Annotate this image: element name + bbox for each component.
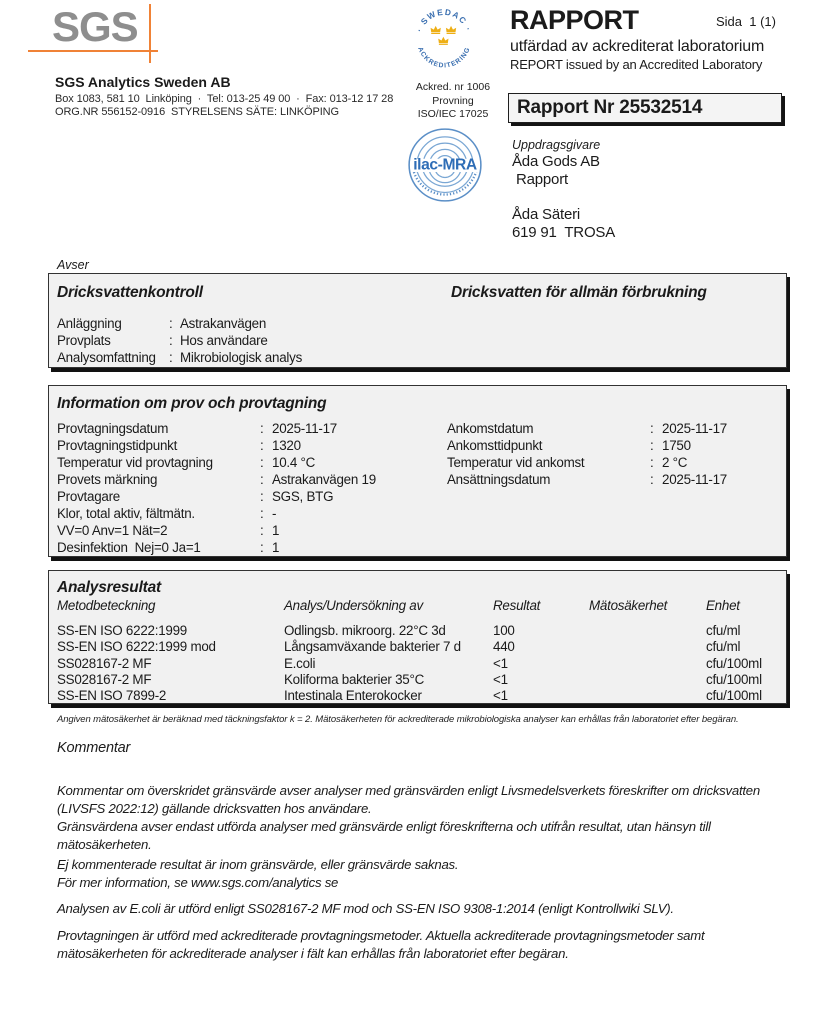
sgs-logo — [28, 4, 168, 66]
field-label: Ankomstdatum — [447, 421, 534, 436]
client-address-line1: Åda Säteri — [512, 206, 581, 223]
result-method: SS-EN ISO 6222:1999 mod — [57, 639, 216, 654]
accreditation-standard: ISO/IEC 17025 — [417, 108, 489, 120]
uncertainty-footnote: Angiven mätosäkerhet är beräknad med täckningsfaktor k = 2. Mätosäkerheten för ackrediterade mikrobiologiska analyser kan erhållas från laboratoriet efter begäran. — [57, 714, 739, 725]
field-value: 2 °C — [662, 455, 688, 470]
comment-paragraph-info-link: För mer information, se www.sgs.com/analytics se — [57, 875, 339, 890]
colon-separator: : — [260, 523, 264, 538]
colon-separator: : — [650, 455, 654, 470]
column-header-result: Resultat — [493, 598, 541, 613]
results-title: Analysresultat — [57, 579, 162, 596]
comment-paragraph-sampling: Provtagningen är utförd med ackrediterade provtagningsmetoder. Aktuella ackrediterade provtagningsmetoder samt mätosäkerheten för ackrediterade analyser i fält kan erhållas från laboratoriet efter begäran. — [57, 928, 705, 961]
accreditation-number: Ackred. nr 1006 — [415, 81, 491, 93]
field-label: Anläggning — [57, 316, 122, 331]
client-label: Uppdragsgivare — [512, 138, 601, 152]
sample-info-box — [48, 385, 787, 557]
field-value: Astrakanvägen 19 — [272, 472, 376, 487]
column-header-uncertainty: Mätosäkerhet — [589, 598, 668, 613]
page-number-label: Sida 1 (1) — [716, 14, 776, 29]
result-value: 100 — [493, 623, 515, 638]
field-label: Provtagare — [57, 489, 121, 504]
colon-separator: : — [260, 489, 264, 504]
field-value: 10.4 °C — [272, 455, 316, 470]
field-value: Astrakanvägen — [180, 316, 267, 331]
result-analysis: Odlingsb. mikroorg. 22°C 3d — [284, 623, 446, 638]
field-label: Provplats — [57, 333, 111, 348]
report-subtitle-en: REPORT issued by an Accredited Laboratory — [510, 57, 763, 72]
report-subtitle-sv: utfärdad av ackrediterat laboratorium — [510, 38, 765, 55]
field-value: SGS, BTG — [272, 489, 334, 504]
comments-title: Kommentar — [57, 740, 131, 756]
sgs-logo-horizontal-line — [28, 50, 158, 52]
colon-separator: : — [169, 333, 173, 348]
column-header-analysis: Analys/Undersökning av — [284, 598, 423, 613]
colon-separator: : — [260, 506, 264, 521]
colon-separator: : — [260, 540, 264, 555]
result-unit: cfu/ml — [706, 623, 741, 638]
field-value: 1 — [272, 540, 280, 555]
accreditation-details — [398, 81, 508, 122]
result-analysis: Intestinala Enterokocker — [284, 688, 422, 703]
result-method: SS028167-2 MF — [57, 656, 152, 671]
swedac-accreditation-seal — [412, 6, 476, 70]
colon-separator: : — [260, 455, 264, 470]
report-title: RAPPORT — [510, 5, 639, 35]
control-title-right: Dricksvatten för allmän förbrukning — [451, 284, 707, 301]
field-label: Provets märkning — [57, 472, 158, 487]
accreditation-type: Provning — [432, 94, 474, 107]
client-name: Åda Gods AB — [512, 153, 600, 170]
field-value: Hos användare — [180, 333, 268, 348]
result-unit: cfu/100ml — [706, 688, 762, 703]
sample-info-title: Information om prov och provtagning — [57, 395, 327, 412]
field-label: VV=0 Anv=1 Nät=2 — [57, 523, 168, 538]
field-label: Analysomfattning — [57, 350, 156, 365]
ilac-mra-text: ilac-MRA — [413, 156, 477, 174]
field-label: Temperatur vid provtagning — [57, 455, 213, 470]
field-label: Klor, total aktiv, fältmätn. — [57, 506, 195, 521]
colon-separator: : — [650, 472, 654, 487]
company-name: SGS Analytics Sweden AB — [55, 74, 231, 90]
control-title-left: Dricksvattenkontroll — [57, 284, 203, 301]
field-label: Desinfektion Nej=0 Ja=1 — [57, 540, 201, 555]
control-section-box — [48, 273, 787, 368]
result-analysis: E.coli — [284, 656, 316, 671]
avser-label: Avser — [57, 258, 89, 272]
result-unit: cfu/ml — [706, 639, 741, 654]
sgs-logo-vertical-line — [149, 4, 151, 63]
comment-paragraph-ecoli-method: Analysen av E.coli är utförd enligt SS028167-2 MF mod och SS-EN ISO 9308-1:2014 (enligt Kontrollwiki SLV). — [57, 901, 674, 916]
result-value: 440 — [493, 639, 515, 654]
field-value: 1320 — [272, 438, 301, 453]
result-unit: cfu/100ml — [706, 672, 762, 687]
field-label: Provtagningstidpunkt — [57, 438, 178, 453]
field-value: 1 — [272, 523, 280, 538]
three-crowns-icon — [431, 26, 457, 45]
column-header-unit: Enhet — [706, 598, 740, 613]
colon-separator: : — [650, 421, 654, 436]
result-analysis: Koliforma bakterier 35°C — [284, 672, 425, 687]
analysis-results-box — [48, 570, 787, 704]
sgs-logo-text: SGS — [52, 3, 138, 50]
comment-paragraph: Gränsvärdena avser endast utförda analyser med gränsvärde enligt föreskrifterna och utifrån resultat, utan hänsyn till mätosäkerheten. — [57, 819, 711, 852]
company-address: Box 1083, 581 10 Linköping · Tel: 013-25 49 00 · Fax: 013-12 17 28 — [55, 93, 394, 105]
field-value: Mikrobiologisk analys — [180, 350, 303, 365]
company-org-number: ORG.NR 556152-0916 STYRELSENS SÄTE: LINKÖPING — [55, 106, 339, 118]
field-label: Temperatur vid ankomst — [447, 455, 585, 470]
colon-separator: : — [260, 472, 264, 487]
client-line2: Rapport — [516, 171, 568, 188]
swedac-arc-top-text: · SWEDAC · — [413, 6, 475, 34]
field-label: Ansättningsdatum — [447, 472, 551, 487]
colon-separator: : — [169, 350, 173, 365]
client-address-line2: 619 91 TROSA — [512, 224, 616, 241]
result-method: SS-EN ISO 6222:1999 — [57, 623, 187, 638]
result-method: SS-EN ISO 7899-2 — [57, 688, 167, 703]
result-method: SS028167-2 MF — [57, 672, 152, 687]
column-header-method: Metodbeteckning — [57, 598, 156, 613]
result-value: <1 — [493, 672, 508, 687]
result-value: <1 — [493, 656, 508, 671]
result-unit: cfu/100ml — [706, 656, 762, 671]
result-value: <1 — [493, 688, 508, 703]
field-label: Ankomsttidpunkt — [447, 438, 543, 453]
result-analysis: Långsamväxande bakterier 7 d — [284, 639, 461, 654]
field-value: - — [272, 506, 277, 521]
colon-separator: : — [650, 438, 654, 453]
colon-separator: : — [260, 421, 264, 436]
report-number: Rapport Nr 25532514 — [517, 97, 703, 118]
field-label: Provtagningsdatum — [57, 421, 169, 436]
comment-paragraph: Ej kommenterade resultat är inom gränsvärde, eller gränsvärde saknas. — [57, 857, 459, 872]
field-value: 1750 — [662, 438, 691, 453]
field-value: 2025-11-17 — [662, 421, 728, 436]
ilac-mra-seal — [406, 126, 484, 204]
field-value: 2025-11-17 — [662, 472, 728, 487]
field-value: 2025-11-17 — [272, 421, 338, 436]
swedac-arc-bottom-text: ACKREDITERING — [416, 46, 472, 70]
colon-separator: : — [169, 316, 173, 331]
comment-paragraph: Kommentar om överskridet gränsvärde avser analyser med gränsvärden enligt Livsmedelsverkets föreskrifter om dricksvatten (LIVSFS 2022:12) gällande dricksvatten hos användare. — [57, 783, 760, 816]
report-number-box — [508, 93, 782, 123]
colon-separator: : — [260, 438, 264, 453]
